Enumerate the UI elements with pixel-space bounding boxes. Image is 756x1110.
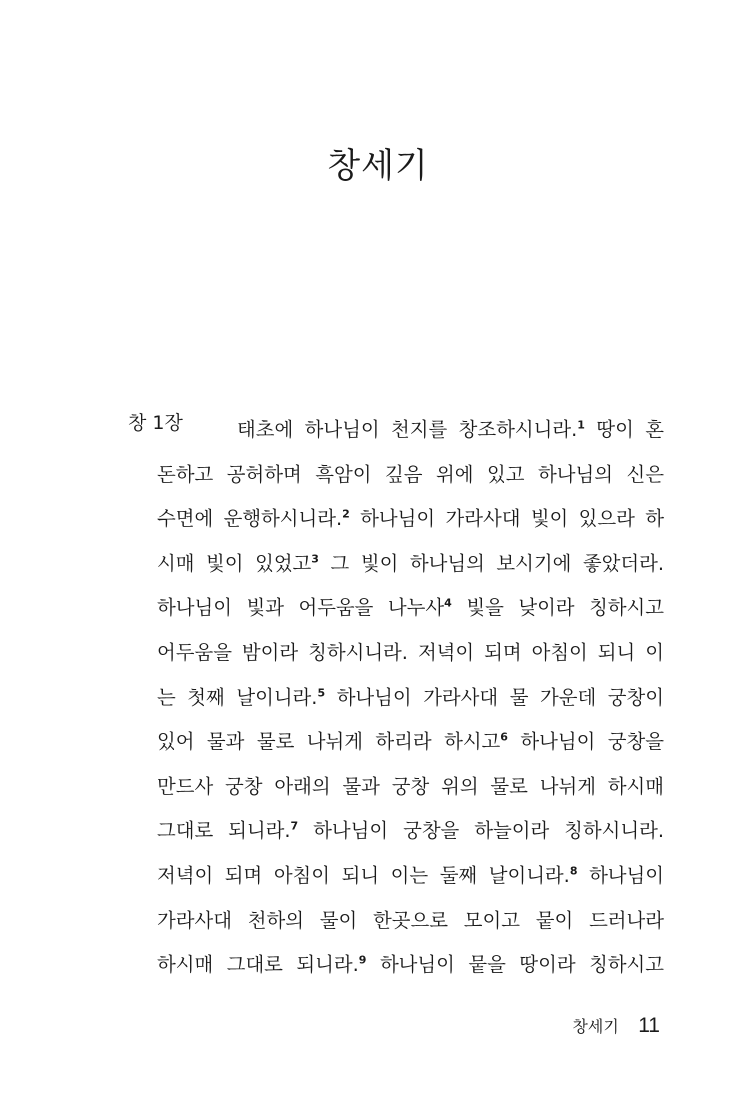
verse-text: 땅이 혼 bbox=[584, 418, 664, 441]
verse-text: 있어 물과 물로 나뉘게 하리라 하시고 bbox=[157, 730, 501, 754]
verse-text: 하나님이 bbox=[577, 863, 664, 887]
verse-text: 하나님이 빛과 어두움을 나누사 bbox=[157, 596, 445, 620]
verse-number: 3 bbox=[311, 552, 319, 566]
verse-text: 가라사대 천하의 물이 한곳으로 모이고 뭍이 드러나라 bbox=[157, 908, 664, 932]
verse-text: 는 첫째 날이니라. bbox=[157, 685, 318, 709]
verse-text: 어두움을 밤이라 칭하시니라. 저녁이 되며 아침이 되니 이 bbox=[157, 640, 664, 664]
text-line bbox=[157, 676, 664, 721]
verse-number: 6 bbox=[500, 730, 508, 744]
page-number: 11 bbox=[638, 1014, 660, 1037]
verse-number: 4 bbox=[444, 596, 452, 610]
text-line bbox=[157, 765, 664, 810]
verse-number: 9 bbox=[358, 953, 367, 967]
running-title: 창세기 bbox=[572, 1017, 619, 1036]
verse-text: 수면에 운행하시니라. bbox=[157, 507, 343, 531]
verse-text: 하나님이 궁창을 하늘이라 칭하시니라. bbox=[298, 819, 664, 843]
text-line bbox=[157, 720, 664, 765]
verse-text: 하나님이 가라사대 빛이 있으라 하 bbox=[349, 507, 664, 531]
verse-text: 그대로 되니라. bbox=[157, 819, 291, 843]
page-footer bbox=[572, 1014, 660, 1038]
verse-text: 하나님이 궁창을 bbox=[507, 730, 664, 754]
verse-text: 하나님이 가라사대 물 가운데 궁창이 bbox=[325, 685, 664, 709]
text-line bbox=[157, 586, 664, 631]
text-line bbox=[157, 453, 664, 498]
verse-text: 돈하고 공허하며 흑암이 깊음 위에 있고 하나님의 신은 bbox=[157, 462, 664, 486]
verse-text: 시매 빛이 있었고 bbox=[157, 551, 312, 575]
book-title: 창세기 bbox=[327, 146, 429, 186]
text-line bbox=[157, 854, 664, 899]
text-line bbox=[157, 542, 664, 587]
text-line bbox=[157, 497, 664, 542]
verse-text: 태초에 하나님이 천지를 창조하시니라. bbox=[237, 418, 578, 441]
verse-text: 하나님이 뭍을 땅이라 칭하시고 bbox=[366, 953, 664, 977]
chapter-label: 창 1장 bbox=[128, 412, 183, 434]
text-line bbox=[157, 408, 664, 453]
verse-number: 5 bbox=[317, 686, 326, 700]
verse-text: 빛을 낮이라 칭하시고 bbox=[451, 596, 665, 620]
text-line bbox=[157, 899, 664, 944]
verse-text: 그 빛이 하나님의 보시기에 좋았더라. bbox=[318, 551, 665, 575]
verse-text: 저녁이 되며 아침이 되니 이는 둘째 날이니라. bbox=[157, 863, 570, 887]
text-line bbox=[157, 943, 664, 988]
verse-text: 하시매 그대로 되니라. bbox=[157, 953, 359, 977]
verse-number: 2 bbox=[342, 507, 350, 521]
text-line bbox=[157, 631, 664, 676]
verse-number: 1 bbox=[577, 418, 585, 432]
text-line bbox=[157, 809, 664, 854]
verse-number: 8 bbox=[569, 864, 578, 878]
verse-text: 만드사 궁창 아래의 물과 궁창 위의 물로 나뉘게 하시매 bbox=[157, 774, 664, 798]
scripture-text bbox=[157, 408, 664, 988]
verse-number: 7 bbox=[290, 819, 299, 833]
